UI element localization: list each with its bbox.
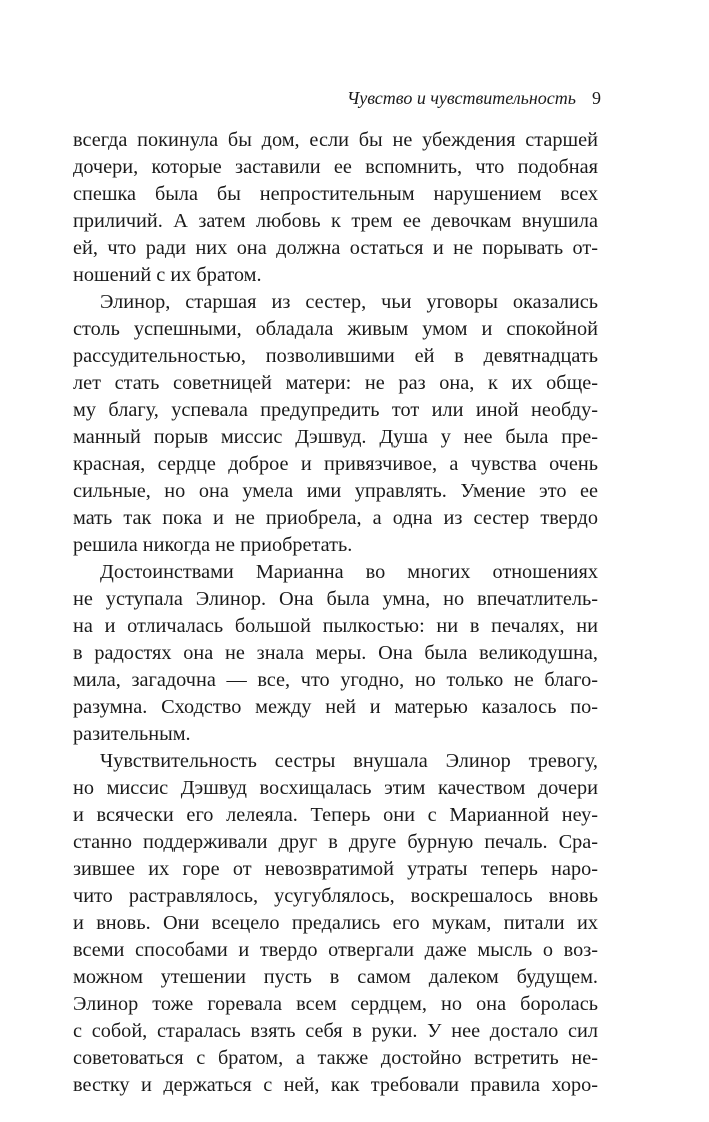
text-line: приличий. А затем любовь к трем ее девочкам внушила [73,210,598,232]
text-line: ношений с их братом. [73,264,262,286]
page-number: 9 [592,88,601,108]
text-line: всегда покинула бы дом, если бы не убеждения старшей [73,129,598,151]
text-line: рассудительностью, позволившими ей в девятнадцать [73,345,598,367]
text-line: на и отличалась большой пылкостью: ни в печалях, ни [73,615,598,637]
text-line: спешка была бы непростительным нарушением всех [73,183,598,205]
text-line: разительным. [73,723,191,745]
text-line: и вновь. Они всецело предались его мукам, питали их [73,912,598,934]
text-line: и всячески его лелеяла. Теперь они с Марианной неу- [73,804,598,826]
text-line: решила никогда не приобретать. [73,534,353,556]
running-head [347,86,601,110]
body-text [73,127,598,1099]
text-line: можном утешении пусть в самом далеком будущем. [73,966,598,988]
text-line: с собой, старалась взять себя в руки. У нее достало сил [73,1020,598,1042]
text-line: станно поддерживали друг в друге бурную печаль. Сра- [73,831,598,853]
text-line: столь успешными, обладала живым умом и спокойной [73,318,598,340]
text-line: разумна. Сходство между ней и матерью казалось по- [73,696,598,718]
text-line: но миссис Дэшвуд восхищалась этим качеством дочери [73,777,598,799]
text-line: Чувствительность сестры внушала Элинор тревогу, [100,750,598,772]
text-line: Элинор тоже горевала всем сердцем, но она боролась [73,993,598,1015]
text-line: мила, загадочна — все, что угодно, но только не благо- [73,669,598,691]
text-line: му благу, успевала предупредить тот или иной необду- [73,399,598,421]
text-line: мать так пока и не приобрела, а одна из сестер твердо [73,507,598,529]
text-line: красная, сердце доброе и привязчивое, а чувства очень [73,453,598,475]
text-line: ей, что ради них она должна остаться и не порывать от- [73,237,598,259]
text-line: в радостях она не знала меры. Она была великодушна, [73,642,598,664]
text-line: лет стать советницей матери: не раз она, к их обще- [73,372,598,394]
text-line: Достоинствами Марианна во многих отношениях [100,561,598,583]
text-line: зившее их горе от невозвратимой утраты теперь наро- [73,858,598,880]
text-line: вестку и держаться с ней, как требовали правила хоро- [73,1074,598,1096]
text-line: манный порыв миссис Дэшвуд. Душа у нее была пре- [73,426,598,448]
text-line: не уступала Элинор. Она была умна, но впечатлитель- [73,588,598,610]
text-line: Элинор, старшая из сестер, чьи уговоры оказались [100,291,598,313]
text-line: всеми способами и твердо отвергали даже мысль о воз- [73,939,598,961]
text-line: дочери, которые заставили ее вспомнить, что подобная [73,156,598,178]
running-title: Чувство и чувствительность [346,88,576,108]
text-line: советоваться с братом, а также достойно встретить не- [73,1047,598,1069]
text-line: сильные, но она умела ими управлять. Умение это ее [73,480,598,502]
text-line: чито растравлялось, усугублялось, воскрешалось вновь [73,885,598,907]
